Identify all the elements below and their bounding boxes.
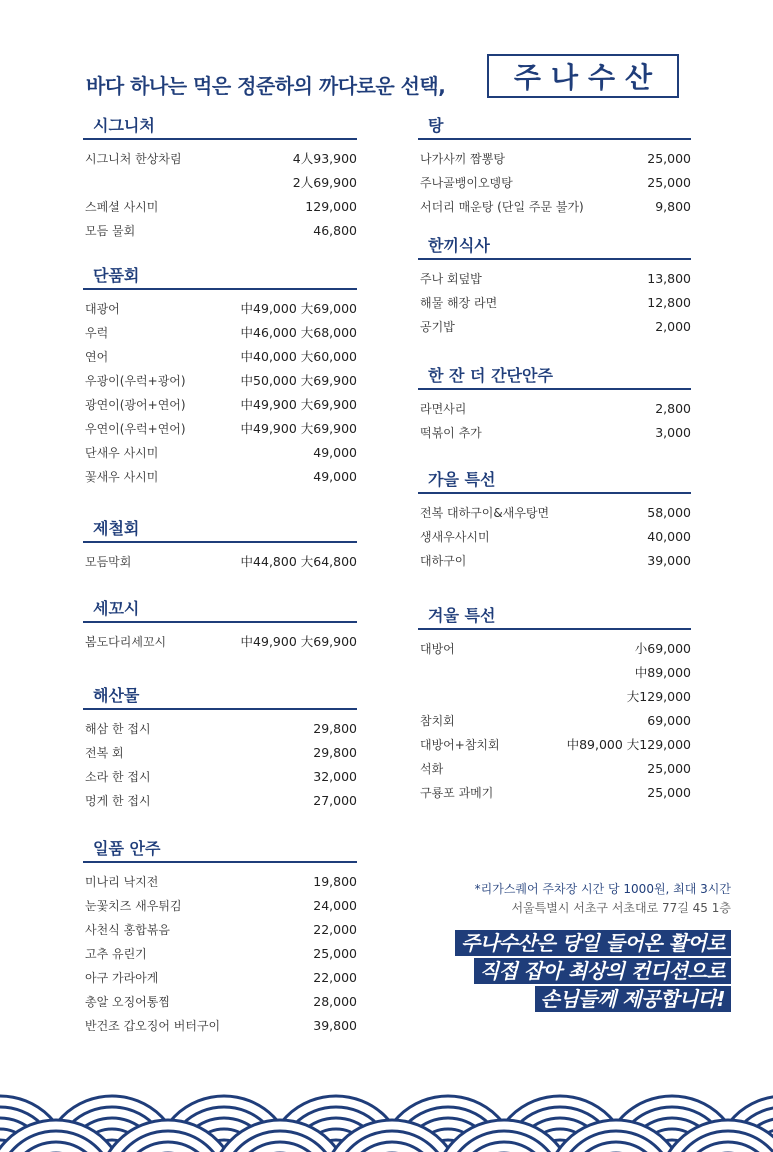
menu-item-price: 49,000 xyxy=(313,444,357,460)
menu-item-name: 주나 회덮밥 xyxy=(420,271,482,286)
menu-section xyxy=(418,116,691,218)
info-notes xyxy=(475,880,731,918)
menu-item-name: 광연이(광어+연어) xyxy=(85,397,186,412)
menu-item-name: 석화 xyxy=(420,761,444,776)
menu-item-price: 中89,000 xyxy=(634,665,691,680)
menu-item-price: 3,000 xyxy=(655,424,691,440)
menu-item-price: 46,800 xyxy=(313,222,357,238)
menu-item-price: 小69,000 xyxy=(634,641,691,656)
menu-item-price: 39,000 xyxy=(647,552,691,568)
menu-item xyxy=(418,396,691,420)
menu-item xyxy=(418,500,691,524)
menu-item-list xyxy=(418,396,691,444)
menu-item-name: 구룡포 과메기 xyxy=(420,785,494,800)
menu-item xyxy=(418,636,691,660)
wave-pattern-decoration xyxy=(0,1070,773,1152)
menu-item-name: 스페셜 사시미 xyxy=(85,199,159,214)
section-title: 시그니처 xyxy=(83,116,357,140)
menu-item xyxy=(418,708,691,732)
promo-line-2: 직접 잡아 최상의 컨디션으로 xyxy=(474,958,731,984)
section-title: 탕 xyxy=(418,116,691,140)
menu-item-name: 해물 해장 라면 xyxy=(420,295,498,310)
promo-line-1: 주나수산은 당일 들어온 활어로 xyxy=(455,930,731,956)
menu-item xyxy=(418,660,691,684)
menu-section xyxy=(418,366,691,444)
menu-item-name: 시그니처 한상차림 xyxy=(85,151,182,166)
menu-item xyxy=(418,548,691,572)
menu-section xyxy=(83,116,357,242)
menu-section xyxy=(418,606,691,804)
section-title: 일품 안주 xyxy=(83,839,357,863)
menu-item-name: 전복 회 xyxy=(85,745,124,760)
menu-item xyxy=(83,146,357,170)
menu-item xyxy=(83,965,357,989)
address-note: 서울특별시 서초구 서초대로 77길 45 1층 xyxy=(511,901,731,915)
menu-item-name: 우럭 xyxy=(85,325,109,340)
menu-item-price: 40,000 xyxy=(647,528,691,544)
menu-item-price: 129,000 xyxy=(305,198,357,214)
menu-item-name: 총알 오징어통찜 xyxy=(85,994,170,1009)
menu-item xyxy=(418,420,691,444)
menu-item-price: 12,800 xyxy=(647,294,691,310)
page-headline: 바다 하나는 먹은 정준하의 까다로운 선택, xyxy=(86,74,446,98)
menu-item xyxy=(418,780,691,804)
menu-item-name: 대방어 xyxy=(420,641,455,656)
menu-item-name: 고추 유린기 xyxy=(85,946,147,961)
menu-item xyxy=(418,524,691,548)
menu-item xyxy=(83,1013,357,1037)
menu-item-price: 中50,000 大69,900 xyxy=(240,373,357,388)
menu-item-name: 대하구이 xyxy=(420,553,467,568)
menu-item-price: 29,800 xyxy=(313,744,357,760)
menu-section xyxy=(83,519,357,573)
menu-item-price: 中49,900 大69,900 xyxy=(240,634,357,649)
menu-item-name: 미나리 낙지전 xyxy=(85,874,159,889)
menu-item xyxy=(83,869,357,893)
menu-item-price: 中40,000 大60,000 xyxy=(240,349,357,364)
menu-item-price: 中44,800 大64,800 xyxy=(240,554,357,569)
menu-section xyxy=(83,839,357,1037)
menu-item-price: 中49,900 大69,900 xyxy=(240,421,357,436)
menu-item-name: 대광어 xyxy=(85,301,120,316)
menu-item-price: 25,000 xyxy=(647,174,691,190)
menu-item-price: 25,000 xyxy=(313,945,357,961)
menu-section xyxy=(83,599,357,653)
section-title: 한 잔 더 간단안주 xyxy=(418,366,691,390)
menu-item-name: 봄도다리세꼬시 xyxy=(85,634,167,649)
menu-item-name: 모듬막회 xyxy=(85,554,132,569)
menu-item-price: 中89,000 大129,000 xyxy=(566,737,691,752)
section-title: 겨울 특선 xyxy=(418,606,691,630)
menu-item-price: 29,800 xyxy=(313,720,357,736)
menu-section xyxy=(83,686,357,812)
menu-item-name: 단새우 사시미 xyxy=(85,445,159,460)
menu-item xyxy=(83,194,357,218)
menu-item xyxy=(418,194,691,218)
menu-item xyxy=(83,218,357,242)
menu-item xyxy=(418,146,691,170)
menu-item-list xyxy=(83,146,357,242)
menu-item-price: 22,000 xyxy=(313,921,357,937)
menu-item-price: 2,000 xyxy=(655,318,691,334)
menu-item-price: 27,000 xyxy=(313,792,357,808)
menu-item-name: 우연이(우럭+연어) xyxy=(85,421,186,436)
menu-item-list xyxy=(83,296,357,488)
menu-item-name: 전복 대하구이&새우탕면 xyxy=(420,505,550,520)
menu-item-name: 눈꽃치즈 새우튀김 xyxy=(85,898,182,913)
menu-item xyxy=(83,416,357,440)
menu-item xyxy=(83,989,357,1013)
menu-item-price: 中49,900 大69,900 xyxy=(240,397,357,412)
menu-item-price: 69,000 xyxy=(647,712,691,728)
menu-section xyxy=(83,266,357,488)
menu-item-price: 24,000 xyxy=(313,897,357,913)
section-title: 세꼬시 xyxy=(83,599,357,623)
section-title: 해산물 xyxy=(83,686,357,710)
menu-item-list xyxy=(83,716,357,812)
menu-item-list xyxy=(418,266,691,338)
menu-item-name: 멍게 한 접시 xyxy=(85,793,151,808)
menu-item-name: 해삼 한 접시 xyxy=(85,721,151,736)
menu-item-price: 19,800 xyxy=(313,873,357,889)
brand-logo: 주나수산 xyxy=(487,54,679,98)
menu-item-price: 49,000 xyxy=(313,468,357,484)
menu-item-name: 모듬 물회 xyxy=(85,223,136,238)
menu-item xyxy=(83,941,357,965)
menu-item-name: 사천식 홍합볶음 xyxy=(85,922,170,937)
menu-item-price: 39,800 xyxy=(313,1017,357,1033)
menu-item xyxy=(418,290,691,314)
section-title: 단품회 xyxy=(83,266,357,290)
menu-item xyxy=(83,893,357,917)
menu-item xyxy=(83,464,357,488)
menu-item-price: 4人93,900 xyxy=(292,151,357,166)
menu-item-name: 연어 xyxy=(85,349,109,364)
menu-item-name: 서더리 매운탕 (단일 주문 불가) xyxy=(420,199,584,214)
menu-item-price: 2人69,900 xyxy=(292,175,357,190)
menu-item-price: 13,800 xyxy=(647,270,691,286)
menu-item-price: 大129,000 xyxy=(626,689,691,704)
menu-item-name: 반건조 갑오징어 버터구이 xyxy=(85,1018,221,1033)
menu-item-list xyxy=(418,636,691,804)
menu-item-name: 우광이(우럭+광어) xyxy=(85,373,186,388)
menu-item-price: 中46,000 大68,000 xyxy=(240,325,357,340)
menu-item-price: 2,800 xyxy=(655,400,691,416)
section-title: 가을 특선 xyxy=(418,470,691,494)
menu-item xyxy=(83,368,357,392)
menu-item xyxy=(83,788,357,812)
menu-item-name: 소라 한 접시 xyxy=(85,769,151,784)
menu-item xyxy=(418,732,691,756)
menu-item-name: 꽃새우 사시미 xyxy=(85,469,159,484)
menu-item xyxy=(83,764,357,788)
promo-banner xyxy=(455,930,731,1014)
menu-item xyxy=(418,684,691,708)
menu-section xyxy=(418,470,691,572)
menu-item-price: 28,000 xyxy=(313,993,357,1009)
menu-item-list xyxy=(418,500,691,572)
menu-item xyxy=(83,740,357,764)
menu-item-name: 아구 가라아게 xyxy=(85,970,159,985)
menu-item xyxy=(83,392,357,416)
menu-item xyxy=(418,314,691,338)
section-title: 제철회 xyxy=(83,519,357,543)
menu-item-name: 참치회 xyxy=(420,713,455,728)
menu-item xyxy=(418,266,691,290)
menu-item-list xyxy=(83,869,357,1037)
menu-item-name: 공기밥 xyxy=(420,319,455,334)
menu-item-name: 생새우사시미 xyxy=(420,529,490,544)
menu-item-name: 떡볶이 추가 xyxy=(420,425,482,440)
menu-item-name: 라면사리 xyxy=(420,401,467,416)
menu-item-name: 나가사끼 짬뽕탕 xyxy=(420,151,505,166)
menu-item xyxy=(418,756,691,780)
menu-item xyxy=(83,344,357,368)
menu-item-list xyxy=(83,629,357,653)
menu-item-name: 대방어+참치회 xyxy=(420,737,500,752)
menu-item xyxy=(83,629,357,653)
menu-section xyxy=(418,236,691,338)
section-title: 한끼식사 xyxy=(418,236,691,260)
menu-item xyxy=(83,296,357,320)
promo-line-3: 손님들께 제공합니다! xyxy=(535,986,731,1012)
menu-item xyxy=(83,440,357,464)
menu-item-price: 32,000 xyxy=(313,768,357,784)
menu-item-price: 25,000 xyxy=(647,760,691,776)
parking-note: *리가스퀘어 주차장 시간 당 1000원, 최대 3시간 xyxy=(474,882,731,896)
menu-item-list xyxy=(418,146,691,218)
menu-item xyxy=(83,170,357,194)
menu-item xyxy=(418,170,691,194)
menu-item-name: 주나골뱅이오뎅탕 xyxy=(420,175,513,190)
menu-item-price: 中49,000 大69,000 xyxy=(240,301,357,316)
menu-item xyxy=(83,320,357,344)
menu-item-price: 25,000 xyxy=(647,784,691,800)
menu-item xyxy=(83,917,357,941)
menu-item xyxy=(83,549,357,573)
menu-item-price: 58,000 xyxy=(647,504,691,520)
menu-item-price: 25,000 xyxy=(647,150,691,166)
menu-item-list xyxy=(83,549,357,573)
menu-item-price: 9,800 xyxy=(655,198,691,214)
menu-item-price: 22,000 xyxy=(313,969,357,985)
menu-item xyxy=(83,716,357,740)
